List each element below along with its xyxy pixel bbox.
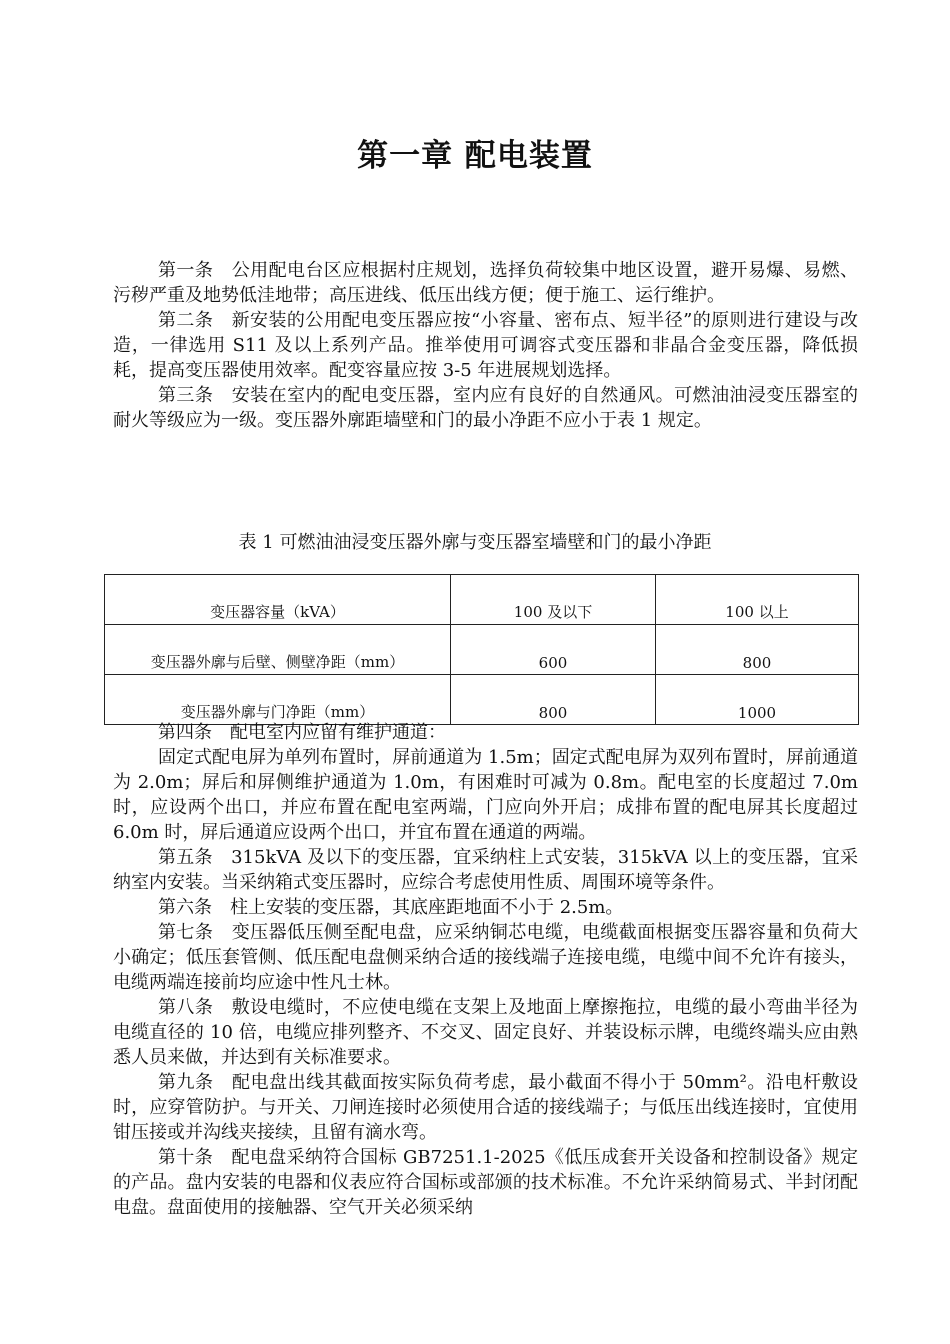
table-cell: 600 [451, 625, 656, 675]
article-7: 第七条 变压器低压侧至配电盘，应采纳铜芯电缆，电缆截面根据变压器容量和负荷大小确定；低压套管侧、低压配电盘侧采纳合适的接线端子连接电缆，电缆中间不允许有接头，电缆两端连接前均应途中性凡士林。 [113, 922, 858, 993]
article-4: 第四条 配电室内应留有维护通道： [158, 722, 446, 743]
article-3: 第三条 安装在室内的配电变压器，室内应有良好的自然通风。可燃油油浸变压器室的耐火等级应为一级。变压器外廓距墙壁和门的最小净距不应小于表 1 规定。 [113, 385, 858, 431]
table-caption: 表 1 可燃油油浸变压器外廓与变压器室墙壁和门的最小净距 [238, 532, 712, 553]
table-cell: 变压器容量（kVA） [105, 575, 451, 625]
table-cell: 100 以上 [656, 575, 859, 625]
clearance-table [104, 574, 859, 725]
table-row [105, 625, 859, 675]
articles-section-1 [113, 258, 858, 433]
table-cell: 100 及以下 [451, 575, 656, 625]
table-cell: 800 [451, 675, 656, 725]
article-10: 第十条 配电盘采纳符合国标 GB7251.1-2025《低压成套开关设备和控制设备》规定的产品。盘内安装的电器和仪表应符合国标或部颁的技术标准。不允许采纳简易式、半封闭配电盘。盘面使用的接触器、空气开关必须采纳 [113, 1147, 858, 1218]
article-4-body: 固定式配电屏为单列布置时，屏前通道为 1.5m；固定式配电屏为双列布置时，屏前通道为 2.0m；屏后和屏侧维护通道为 1.0m，有困难时可减为 0.8m。配电室的长度超过 7.0m 时，应设两个出口，并应布置在配电室两端，门应向外开启；成排布置的配电屏其长度超过 6.0m 时，屏后通道应设两个出口，并宜布置在通道的两端。 [113, 747, 858, 843]
articles-section-2 [113, 720, 858, 1220]
table-row [105, 675, 859, 725]
article-9: 第九条 配电盘出线其截面按实际负荷考虑，最小截面不得小于 50mm²。沿电杆敷设时，应穿管防护。与开关、刀闸连接时必须使用合适的接线端子；与低压出线连接时，宜使用钳压接或并沟线夹接续，且留有滴水弯。 [113, 1072, 858, 1143]
article-5: 第五条 315kVA 及以下的变压器，宜采纳柱上式安装，315kVA 以上的变压器，宜采纳室内安装。当采纳箱式变压器时，应综合考虑使用性质、周围环境等条件。 [113, 847, 858, 893]
article-6: 第六条 柱上安装的变压器，其底座距地面不小于 2.5m。 [158, 897, 624, 918]
article-8: 第八条 敷设电缆时，不应使电缆在支架上及地面上摩擦拖拉，电缆的最小弯曲半径为电缆直径的 10 倍，电缆应排列整齐、不交叉、固定良好、并装设标示牌，电缆终端头应由熟悉人员来做，并达到有关标准要求。 [113, 997, 858, 1068]
table-cell: 变压器外廓与后壁、侧壁净距（mm） [105, 625, 451, 675]
chapter-title: 第一章 配电装置 [357, 138, 593, 174]
table-cell: 变压器外廓与门净距（mm） [105, 675, 451, 725]
table-row [105, 575, 859, 625]
table-cell: 800 [656, 625, 859, 675]
article-1: 第一条 公用配电台区应根据村庄规划，选择负荷较集中地区设置，避开易爆、易燃、污秽严重及地势低洼地带；高压进线、低压出线方便；便于施工、运行维护。 [113, 260, 858, 306]
table-cell: 1000 [656, 675, 859, 725]
article-2: 第二条 新安装的公用配电变压器应按“小容量、密布点、短半径”的原则进行建设与改造，一律选用 S11 及以上系列产品。推举使用可调容式变压器和非晶合金变压器，降低损耗，提高变压器使用效率。配变容量应按 3-5 年进展规划选择。 [113, 310, 858, 381]
